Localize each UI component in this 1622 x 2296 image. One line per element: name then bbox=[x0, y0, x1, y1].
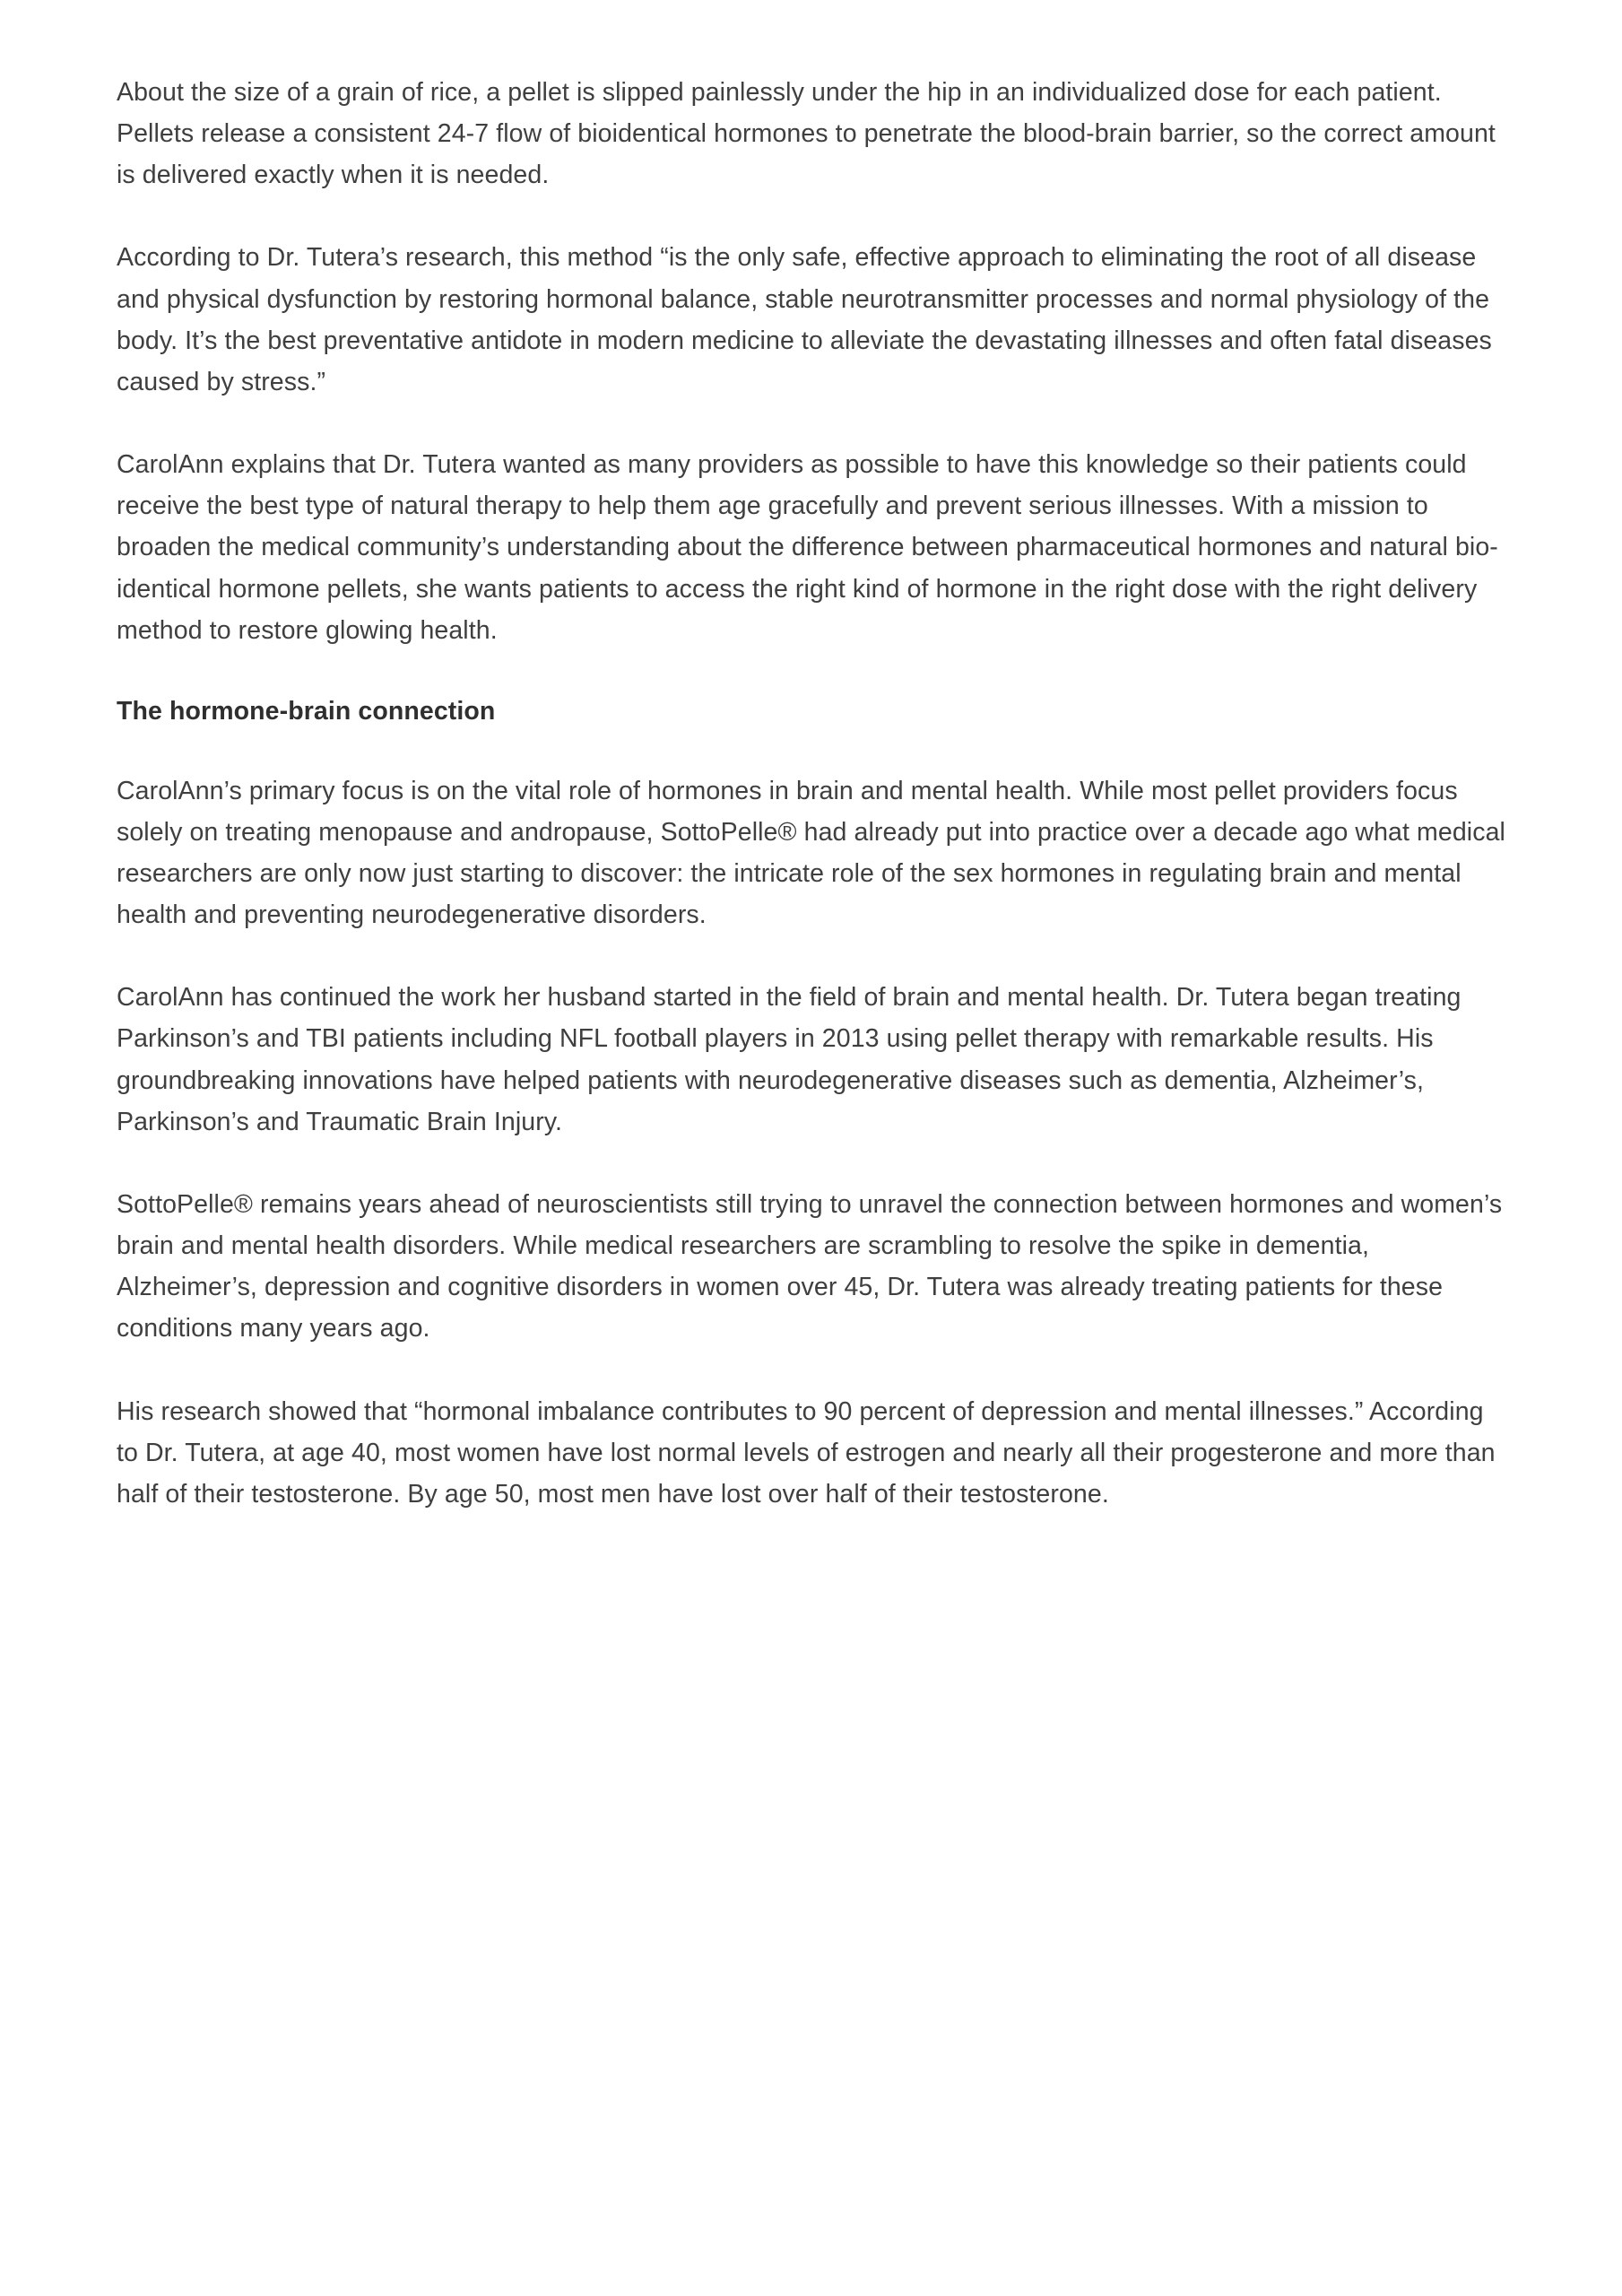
paragraph: CarolAnn explains that Dr. Tutera wanted as many providers as possible to have this knowledge so their patients could receive the best type of natural therapy to help them age gracefully and prevent serious illnesses. With a mission to broaden the medical community’s understanding about the difference between pharmaceutical hormones and natural bio-identical hormone pellets, she wants patients to access the right kind of hormone in the right dose with the right delivery method to restore glowing health. bbox=[117, 450, 1498, 645]
paragraph: His research showed that “hormonal imbalance contributes to 90 percent of depression and mental illnesses.” According to Dr. Tutera, at age 40, most women have lost normal levels of estrogen and nearly all their progesterone and more than half of their testosterone. By age 50, most men have lost over half of their testosterone. bbox=[117, 1396, 1496, 1509]
paragraph: CarolAnn’s primary focus is on the vital role of hormones in brain and mental health. While most pellet providers focus solely on treating menopause and andropause, SottoPelle® had already put into practice over a decade ago what medical researchers are only now just starting to discover: the intricate role of the sex hormones in regulating brain and mental health and preventing neurodegenerative disorders. bbox=[117, 776, 1505, 930]
article-body bbox=[117, 72, 1505, 1515]
paragraph: CarolAnn has continued the work her husband started in the field of brain and mental health. Dr. Tutera began treating Parkinson’s and TBI patients including NFL football players in 2013 using pellet therapy with remarkable results. His groundbreaking innovations have helped patients with neurodegenerative diseases such as dementia, Alzheimer’s, Parkinson’s and Traumatic Brain Injury. bbox=[117, 983, 1462, 1136]
paragraph: About the size of a grain of rice, a pellet is slipped painlessly under the hip in an individualized dose for each patient. Pellets release a consistent 24-7 flow of bioidentical hormones to penetrate the blood-brain barrier, so the correct amount is delivered exactly when it is needed. bbox=[117, 78, 1496, 190]
paragraph: According to Dr. Tutera’s research, this method “is the only safe, effective approach to eliminating the root of all disease and physical dysfunction by restoring hormonal balance, stable neurotransmitter processes and normal physiology of the body. It’s the best preventative antidote in modern medicine to alleviate the devastating illnesses and often fatal diseases caused by stress.” bbox=[117, 243, 1492, 396]
section-subheading: The hormone-brain connection bbox=[117, 696, 496, 726]
paragraph: SottoPelle® remains years ahead of neuroscientists still trying to unravel the connection between hormones and women’s brain and mental health disorders. While medical researchers are scrambling to resolve the spike in dementia, Alzheimer’s, depression and cognitive disorders in women over 45, Dr. Tutera was already treating patients for these conditions many years ago. bbox=[117, 1189, 1503, 1344]
